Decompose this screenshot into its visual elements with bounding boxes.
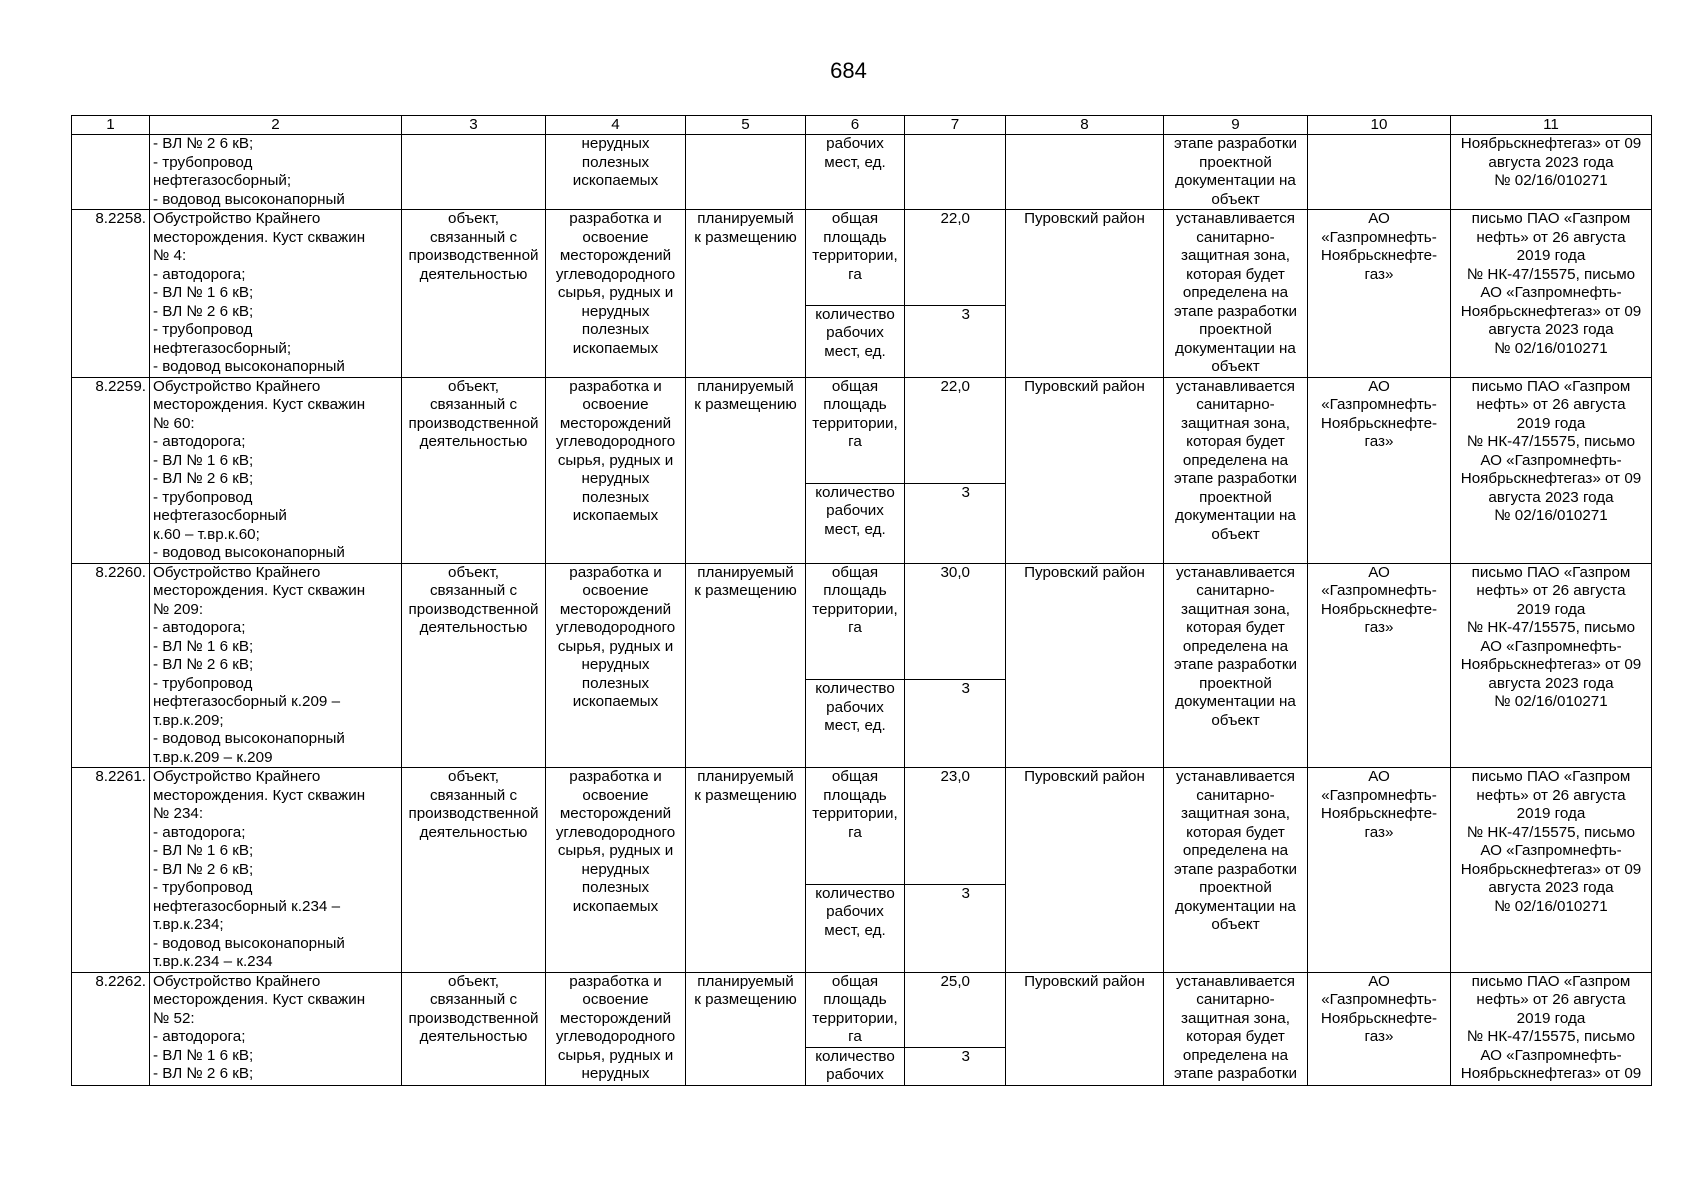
- column-header-8: 8: [1006, 116, 1164, 135]
- cell-param-area: общая площадь территории, га: [806, 210, 905, 306]
- cell-zone: устанавливается санитарно- защитная зона, которая будет определена на этапе разработки проектной документации на объект: [1164, 768, 1308, 973]
- cell-value-workers: 3: [905, 483, 1006, 563]
- cell-basis: письмо ПАО «Газпром нефть» от 26 августа 2019 года № НК-47/15575, письмо АО «Газпромнефть- Ноябрьскнефтегаз» от 09 августа 2023 года № 02/16/010271: [1451, 563, 1652, 768]
- cell-basis: письмо ПАО «Газпром нефть» от 26 августа 2019 года № НК-47/15575, письмо АО «Газпромнефть- Ноябрьскнефтегаз» от 09 августа 2023 года № 02/16/010271: [1451, 210, 1652, 378]
- table-row: [72, 563, 1652, 680]
- cell-status: планируемый к размещению: [686, 768, 806, 973]
- cell-type: объект, связанный с производственной деятельностью: [402, 563, 546, 768]
- cell-basis: Ноябрьскнефтегаз» от 09 августа 2023 года № 02/16/010271: [1451, 135, 1652, 210]
- column-header-10: 10: [1308, 116, 1451, 135]
- cell-param-area: общая площадь территории, га: [806, 377, 905, 483]
- table-header: [72, 116, 1652, 135]
- cell-value-area: 25,0: [905, 972, 1006, 1047]
- document-table: [71, 115, 1652, 1086]
- cell-object: Обустройство Крайнего месторождения. Куст скважин № 234: - автодорога; - ВЛ № 1 6 кВ; - ВЛ № 2 6 кВ; - трубопровод нефтегазосборный к.234 – т.вр.к.234; - водовод высоконапорный т.вр.к.234 – к.234: [150, 768, 402, 973]
- cell-param-workers: количество рабочих: [806, 1047, 905, 1085]
- header-row: [72, 116, 1652, 135]
- cell-purpose: разработка и освоение месторождений углеводородного сырья, рудных и нерудных полезных ископаемых: [546, 377, 686, 563]
- cell-org: АО «Газпромнефть- Ноябрьскнефте- газ»: [1308, 972, 1451, 1085]
- continuation-row: [72, 135, 1652, 210]
- cell-value: [905, 135, 1006, 210]
- cell-value-area: 30,0: [905, 563, 1006, 680]
- cell-num: 8.2259.: [72, 377, 150, 483]
- cell-num: 8.2261.: [72, 768, 150, 885]
- cell-status: планируемый к размещению: [686, 210, 806, 378]
- cell-zone: этапе разработки проектной документации на объект: [1164, 135, 1308, 210]
- cell-value-area: 22,0: [905, 377, 1006, 483]
- cell-location: Пуровский район: [1006, 768, 1164, 973]
- cell-object: - ВЛ № 2 6 кВ; - трубопровод нефтегазосборный; - водовод высоконапорный: [150, 135, 402, 210]
- cell-object: Обустройство Крайнего месторождения. Куст скважин № 60: - автодорога; - ВЛ № 1 6 кВ; - ВЛ № 2 6 кВ; - трубопровод нефтегазосборный к.60 – т.вр.к.60; - водовод высоконапорный: [150, 377, 402, 563]
- table-row: [72, 377, 1652, 483]
- cell-org: АО «Газпромнефть- Ноябрьскнефте- газ»: [1308, 563, 1451, 768]
- cell-num-cont: [72, 305, 150, 377]
- column-header-1: 1: [72, 116, 150, 135]
- cell-status: [686, 135, 806, 210]
- page-number: 684: [830, 58, 867, 83]
- table-row: [72, 210, 1652, 306]
- cell-type: объект, связанный с производственной деятельностью: [402, 210, 546, 378]
- table-row: [72, 972, 1652, 1047]
- cell-location: [1006, 135, 1164, 210]
- cell-location: Пуровский район: [1006, 377, 1164, 563]
- cell-type: объект, связанный с производственной деятельностью: [402, 768, 546, 973]
- cell-value-workers: 3: [905, 884, 1006, 972]
- cell-location: Пуровский район: [1006, 210, 1164, 378]
- cell-num: 8.2260.: [72, 563, 150, 680]
- cell-num-cont: [72, 1047, 150, 1085]
- column-header-7: 7: [905, 116, 1006, 135]
- cell-param-workers: количество рабочих мест, ед.: [806, 305, 905, 377]
- cell-purpose: нерудных полезных ископаемых: [546, 135, 686, 210]
- column-header-3: 3: [402, 116, 546, 135]
- cell-param-area: общая площадь территории, га: [806, 972, 905, 1047]
- cell-num: 8.2258.: [72, 210, 150, 306]
- cell-zone: устанавливается санитарно- защитная зона, которая будет определена на этапе разработки: [1164, 972, 1308, 1085]
- cell-purpose: разработка и освоение месторождений углеводородного сырья, рудных и нерудных: [546, 972, 686, 1085]
- cell-value-area: 23,0: [905, 768, 1006, 885]
- cell-org: АО «Газпромнефть- Ноябрьскнефте- газ»: [1308, 768, 1451, 973]
- cell-param-workers: количество рабочих мест, ед.: [806, 884, 905, 972]
- cell-value-area: 22,0: [905, 210, 1006, 306]
- cell-param-workers: количество рабочих мест, ед.: [806, 483, 905, 563]
- cell-num-cont: [72, 884, 150, 972]
- cell-object: Обустройство Крайнего месторождения. Куст скважин № 52: - автодорога; - ВЛ № 1 6 кВ; - ВЛ № 2 6 кВ;: [150, 972, 402, 1085]
- cell-org: АО «Газпромнефть- Ноябрьскнефте- газ»: [1308, 210, 1451, 378]
- table-row: [72, 768, 1652, 885]
- cell-purpose: разработка и освоение месторождений углеводородного сырья, рудных и нерудных полезных ископаемых: [546, 210, 686, 378]
- column-header-2: 2: [150, 116, 402, 135]
- cell-basis: письмо ПАО «Газпром нефть» от 26 августа 2019 года № НК-47/15575, письмо АО «Газпромнефть- Ноябрьскнефтегаз» от 09 августа 2023 года № 02/16/010271: [1451, 768, 1652, 973]
- cell-value-workers: 3: [905, 305, 1006, 377]
- cell-basis: письмо ПАО «Газпром нефть» от 26 августа 2019 года № НК-47/15575, письмо АО «Газпромнефть- Ноябрьскнефтегаз» от 09: [1451, 972, 1652, 1085]
- cell-status: планируемый к размещению: [686, 563, 806, 768]
- column-header-5: 5: [686, 116, 806, 135]
- cell-zone: устанавливается санитарно- защитная зона, которая будет определена на этапе разработки проектной документации на объект: [1164, 210, 1308, 378]
- cell-num-cont: [72, 680, 150, 768]
- cell-value-workers: 3: [905, 1047, 1006, 1085]
- cell-param-area: общая площадь территории, га: [806, 563, 905, 680]
- cell-num: 8.2262.: [72, 972, 150, 1047]
- cell-type: объект, связанный с производственной деятельностью: [402, 377, 546, 563]
- cell-location: Пуровский район: [1006, 563, 1164, 768]
- table-body: [72, 135, 1652, 1086]
- column-header-11: 11: [1451, 116, 1652, 135]
- cell-object: Обустройство Крайнего месторождения. Куст скважин № 209: - автодорога; - ВЛ № 1 6 кВ; - ВЛ № 2 6 кВ; - трубопровод нефтегазосборный к.209 – т.вр.к.209; - водовод высоконапорный т.вр.к.209 – к.209: [150, 563, 402, 768]
- cell-org: АО «Газпромнефть- Ноябрьскнефте- газ»: [1308, 377, 1451, 563]
- column-header-6: 6: [806, 116, 905, 135]
- cell-org: [1308, 135, 1451, 210]
- cell-zone: устанавливается санитарно- защитная зона, которая будет определена на этапе разработки проектной документации на объект: [1164, 377, 1308, 563]
- cell-type: объект, связанный с производственной деятельностью: [402, 972, 546, 1085]
- cell-zone: устанавливается санитарно- защитная зона, которая будет определена на этапе разработки проектной документации на объект: [1164, 563, 1308, 768]
- cell-object: Обустройство Крайнего месторождения. Куст скважин № 4: - автодорога; - ВЛ № 1 6 кВ; - ВЛ № 2 6 кВ; - трубопровод нефтегазосборный; - водовод высоконапорный: [150, 210, 402, 378]
- cell-purpose: разработка и освоение месторождений углеводородного сырья, рудных и нерудных полезных ископаемых: [546, 768, 686, 973]
- cell-status: планируемый к размещению: [686, 972, 806, 1085]
- cell-type: [402, 135, 546, 210]
- cell-param: рабочих мест, ед.: [806, 135, 905, 210]
- column-header-9: 9: [1164, 116, 1308, 135]
- cell-num-cont: [72, 483, 150, 563]
- cell-param-area: общая площадь территории, га: [806, 768, 905, 885]
- cell-location: Пуровский район: [1006, 972, 1164, 1085]
- cell-basis: письмо ПАО «Газпром нефть» от 26 августа 2019 года № НК-47/15575, письмо АО «Газпромнефть- Ноябрьскнефтегаз» от 09 августа 2023 года № 02/16/010271: [1451, 377, 1652, 563]
- column-header-4: 4: [546, 116, 686, 135]
- cell-num: [72, 135, 150, 210]
- cell-value-workers: 3: [905, 680, 1006, 768]
- cell-purpose: разработка и освоение месторождений углеводородного сырья, рудных и нерудных полезных ископаемых: [546, 563, 686, 768]
- cell-status: планируемый к размещению: [686, 377, 806, 563]
- cell-param-workers: количество рабочих мест, ед.: [806, 680, 905, 768]
